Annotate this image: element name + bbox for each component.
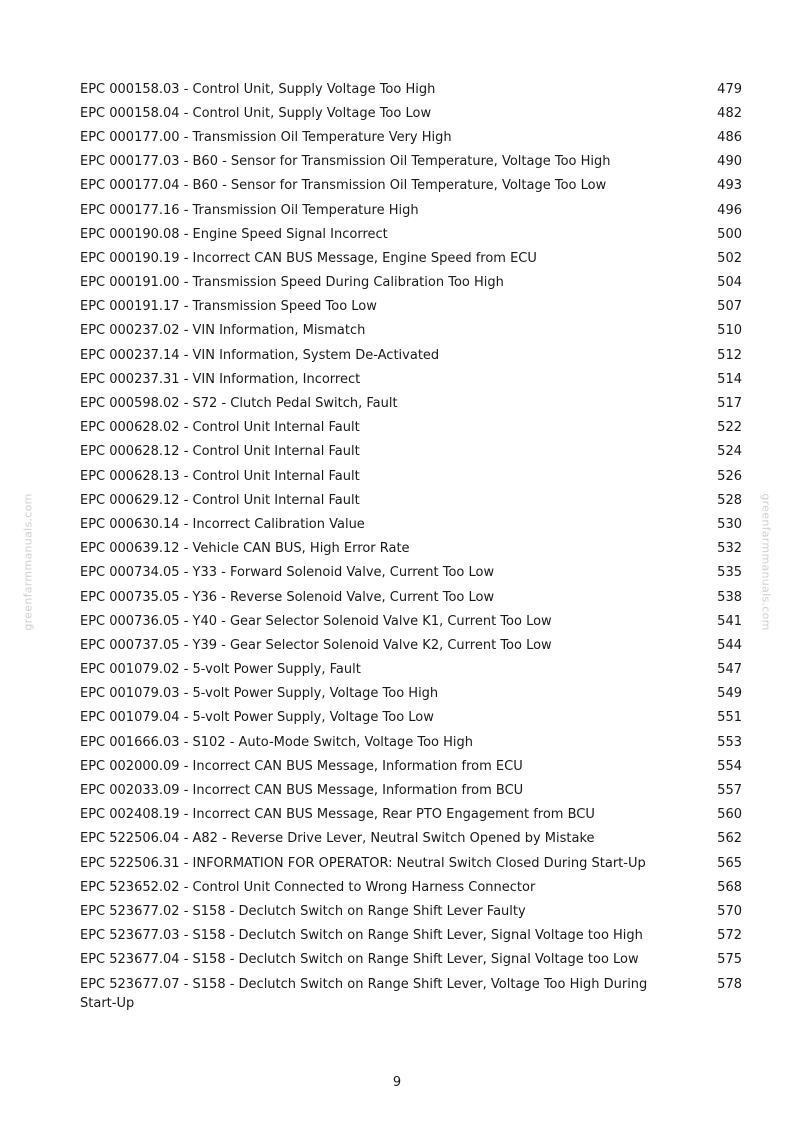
toc-entry-page: 557: [717, 783, 742, 799]
toc-entry-title: EPC 523677.04 - S158 - Declutch Switch on Range Shift Lever, Signal Voltage too Low: [80, 952, 639, 968]
toc-entry[interactable]: [80, 222, 742, 246]
toc-entry-title: EPC 000177.03 - B60 - Sensor for Transmission Oil Temperature, Voltage Too High: [80, 154, 611, 170]
toc-entry[interactable]: [80, 416, 742, 440]
toc-entry[interactable]: [80, 488, 742, 512]
toc-entry-page: 517: [717, 396, 742, 412]
toc-entry-page: 575: [717, 952, 742, 968]
toc-entry-title: EPC 002000.09 - Incorrect CAN BUS Message, Information from ECU: [80, 758, 523, 774]
toc-entry[interactable]: [80, 948, 742, 972]
toc-entry-page: 541: [717, 613, 742, 629]
toc-entry[interactable]: [80, 730, 742, 754]
toc-entry[interactable]: [80, 440, 742, 464]
toc-entry-title: EPC 000191.17 - Transmission Speed Too Low: [80, 299, 377, 315]
toc-entry[interactable]: [80, 367, 742, 391]
toc-entry[interactable]: [80, 198, 742, 222]
toc-entry-title: EPC 000237.14 - VIN Information, System De-Activated: [80, 347, 440, 363]
toc-entry-page: 538: [717, 589, 742, 605]
toc-entry-title: EPC 001666.03 - S102 - Auto-Mode Switch, Voltage Too High: [80, 734, 473, 750]
toc-entry-title: EPC 523677.03 - S158 - Declutch Switch on Range Shift Lever, Signal Voltage too High: [80, 928, 643, 944]
toc-entry-page: 562: [717, 831, 742, 847]
toc-entry-page: 504: [717, 275, 742, 291]
toc-entry[interactable]: [80, 609, 742, 633]
toc-entry[interactable]: [80, 125, 742, 149]
toc-entry[interactable]: [80, 464, 742, 488]
toc-entry-page: 493: [717, 178, 742, 194]
toc-entry[interactable]: [80, 512, 742, 536]
toc-entry-page: 507: [717, 299, 742, 315]
toc-entry-page: 482: [717, 105, 742, 121]
toc-entry-title: EPC 000191.00 - Transmission Speed During Calibration Too High: [80, 275, 504, 291]
toc-entry-page: 560: [717, 807, 742, 823]
toc-entry[interactable]: [80, 77, 742, 101]
toc-entry[interactable]: [80, 778, 742, 802]
toc-entry-title: EPC 523677.07 - S158 - Declutch Switch on Range Shift Lever, Voltage Too High During Start-Up: [80, 976, 648, 1011]
toc-entry-page: 578: [717, 976, 742, 992]
toc-entry-page: 500: [717, 226, 742, 242]
toc-entry-page: 514: [717, 371, 742, 387]
toc-entry-title: EPC 001079.03 - 5-volt Power Supply, Voltage Too High: [80, 686, 439, 702]
toc-entry-title: EPC 000177.04 - B60 - Sensor for Transmission Oil Temperature, Voltage Too Low: [80, 178, 607, 194]
toc-entry[interactable]: [80, 924, 742, 948]
table-of-contents: [80, 77, 742, 1015]
toc-entry[interactable]: [80, 174, 742, 198]
toc-entry-title: EPC 000736.05 - Y40 - Gear Selector Solenoid Valve K1, Current Too Low: [80, 613, 552, 629]
toc-entry-title: EPC 000734.05 - Y33 - Forward Solenoid Valve, Current Too Low: [80, 565, 495, 581]
toc-entry-page: 570: [717, 903, 742, 919]
toc-entry[interactable]: [80, 972, 742, 1015]
toc-entry[interactable]: [80, 899, 742, 923]
toc-entry-title: EPC 000190.19 - Incorrect CAN BUS Message, Engine Speed from ECU: [80, 250, 537, 266]
toc-entry-page: 535: [717, 565, 742, 581]
toc-entry[interactable]: [80, 682, 742, 706]
toc-entry-page: 526: [717, 468, 742, 484]
toc-entry-title: EPC 522506.04 - A82 - Reverse Drive Lever, Neutral Switch Opened by Mistake: [80, 831, 595, 847]
toc-entry-page: 496: [717, 202, 742, 218]
toc-entry-page: 530: [717, 516, 742, 532]
toc-entry-title: EPC 000237.31 - VIN Information, Incorrect: [80, 371, 361, 387]
toc-entry-page: 524: [717, 444, 742, 460]
toc-entry[interactable]: [80, 391, 742, 415]
toc-entry-page: 554: [717, 758, 742, 774]
toc-entry-title: EPC 002033.09 - Incorrect CAN BUS Message, Information from BCU: [80, 783, 524, 799]
toc-entry[interactable]: [80, 271, 742, 295]
toc-entry-page: 532: [717, 541, 742, 557]
toc-entry-page: 502: [717, 250, 742, 266]
toc-entry[interactable]: [80, 101, 742, 125]
toc-entry-title: EPC 000628.13 - Control Unit Internal Fault: [80, 468, 360, 484]
toc-entry-title: EPC 000628.02 - Control Unit Internal Fault: [80, 420, 360, 436]
toc-entry-title: EPC 000158.04 - Control Unit, Supply Voltage Too Low: [80, 105, 432, 121]
toc-entry[interactable]: [80, 827, 742, 851]
toc-entry[interactable]: [80, 343, 742, 367]
toc-entry-title: EPC 000630.14 - Incorrect Calibration Value: [80, 516, 365, 532]
toc-entry-page: 522: [717, 420, 742, 436]
toc-entry-page: 572: [717, 928, 742, 944]
toc-entry-title: EPC 002408.19 - Incorrect CAN BUS Message, Rear PTO Engagement from BCU: [80, 807, 595, 823]
toc-entry[interactable]: [80, 246, 742, 270]
toc-entry[interactable]: [80, 585, 742, 609]
toc-entry-title: EPC 000598.02 - S72 - Clutch Pedal Switch, Fault: [80, 396, 398, 412]
toc-entry-title: EPC 523652.02 - Control Unit Connected to Wrong Harness Connector: [80, 879, 536, 895]
toc-entry-page: 544: [717, 637, 742, 653]
toc-entry-title: EPC 522506.31 - INFORMATION FOR OPERATOR: Neutral Switch Closed During Start-Up: [80, 855, 646, 871]
toc-entry[interactable]: [80, 754, 742, 778]
toc-entry-title: EPC 000158.03 - Control Unit, Supply Voltage Too High: [80, 81, 436, 97]
toc-entry-page: 551: [717, 710, 742, 726]
toc-entry[interactable]: [80, 537, 742, 561]
toc-entry[interactable]: [80, 561, 742, 585]
toc-entry[interactable]: [80, 706, 742, 730]
toc-entry-title: EPC 000190.08 - Engine Speed Signal Incorrect: [80, 226, 388, 242]
toc-entry-page: 565: [717, 855, 742, 871]
toc-entry[interactable]: [80, 851, 742, 875]
toc-entry-title: EPC 000177.00 - Transmission Oil Temperature Very High: [80, 129, 452, 145]
toc-entry-title: EPC 000629.12 - Control Unit Internal Fault: [80, 492, 360, 508]
toc-entry-page: 490: [717, 154, 742, 170]
toc-entry[interactable]: [80, 875, 742, 899]
toc-entry-page: 479: [717, 81, 742, 97]
watermark-right: greenfarmmanuals.com: [759, 493, 773, 631]
toc-entry-page: 512: [717, 347, 742, 363]
toc-entry-title: EPC 000628.12 - Control Unit Internal Fault: [80, 444, 360, 460]
toc-entry-title: EPC 001079.02 - 5-volt Power Supply, Fault: [80, 662, 361, 678]
toc-entry-page: 553: [717, 734, 742, 750]
toc-entry-page: 510: [717, 323, 742, 339]
toc-entry[interactable]: [80, 803, 742, 827]
toc-entry-title: EPC 000639.12 - Vehicle CAN BUS, High Error Rate: [80, 541, 410, 557]
toc-entry-title: EPC 000177.16 - Transmission Oil Temperature High: [80, 202, 419, 218]
toc-entry[interactable]: [80, 319, 742, 343]
watermark-left: greenfarmmanuals.com: [21, 493, 35, 631]
toc-entry-page: 528: [717, 492, 742, 508]
toc-entry[interactable]: [80, 658, 742, 682]
toc-entry-title: EPC 000237.02 - VIN Information, Mismatch: [80, 323, 366, 339]
toc-entry[interactable]: [80, 295, 742, 319]
toc-entry-page: 549: [717, 686, 742, 702]
toc-entry[interactable]: [80, 633, 742, 657]
toc-entry-title: EPC 000737.05 - Y39 - Gear Selector Solenoid Valve K2, Current Too Low: [80, 637, 552, 653]
toc-entry-title: EPC 523677.02 - S158 - Declutch Switch on Range Shift Lever Faulty: [80, 903, 526, 919]
toc-entry-page: 547: [717, 662, 742, 678]
toc-entry-title: EPC 001079.04 - 5-volt Power Supply, Voltage Too Low: [80, 710, 434, 726]
toc-entry-title: EPC 000735.05 - Y36 - Reverse Solenoid Valve, Current Too Low: [80, 589, 495, 605]
toc-entry-page: 486: [717, 129, 742, 145]
page-number: 9: [392, 1075, 402, 1090]
toc-entry-page: 568: [717, 879, 742, 895]
toc-entry[interactable]: [80, 150, 742, 174]
